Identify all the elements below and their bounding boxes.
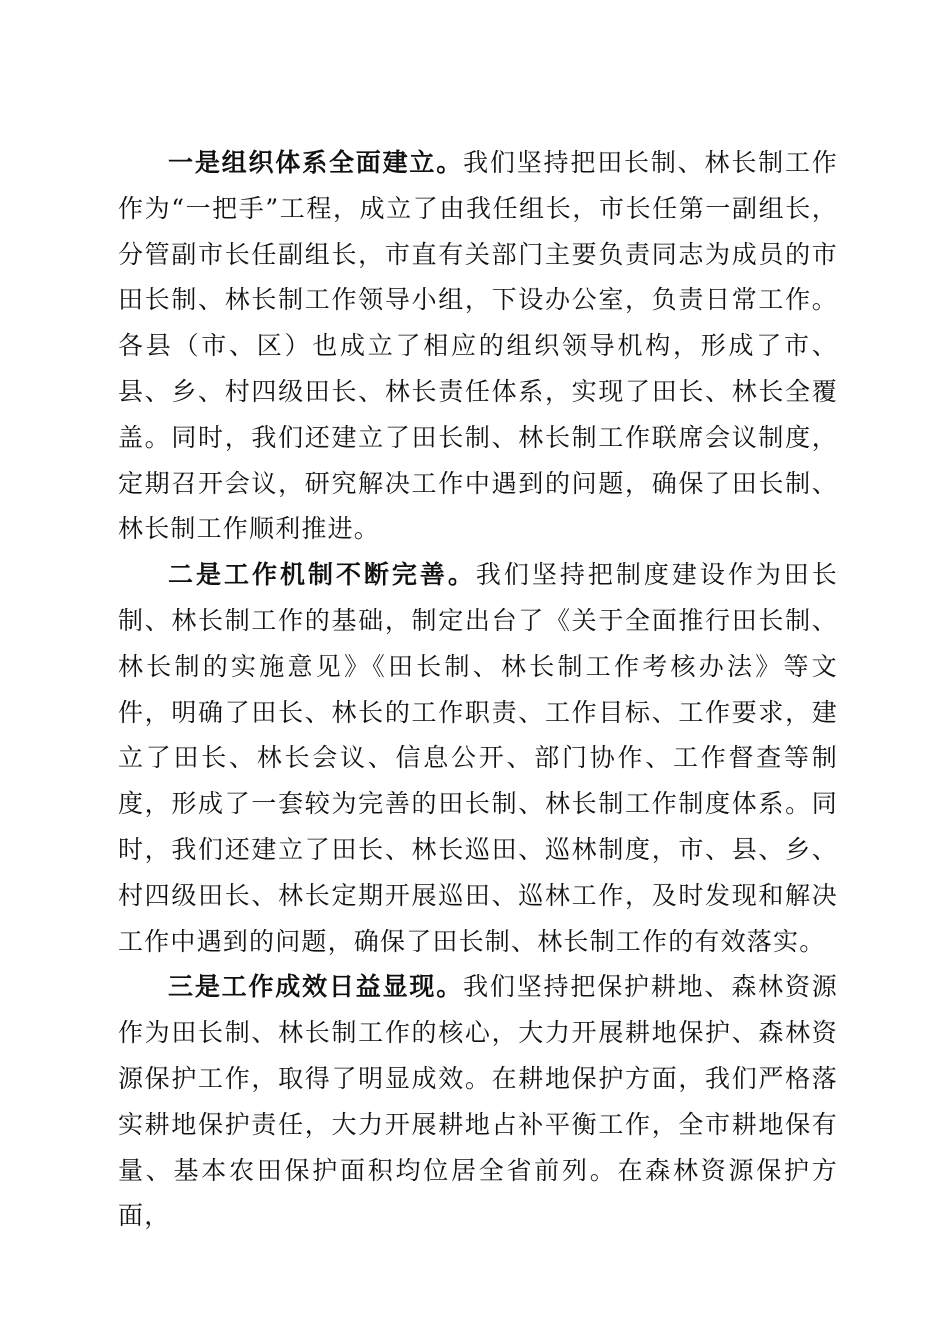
paragraph-organization-system [118,140,838,552]
paragraph-work-results [118,964,838,1239]
document-body [118,140,838,1239]
paragraph-lead-heading: 二是工作机制不断完善。 [168,560,476,590]
paragraph-work-mechanism [118,552,838,964]
paragraph-lead-heading: 三是工作成效日益显现。 [168,972,464,1002]
paragraph-body-text: 我们坚持把田长制、林长制工作作为“一把手”工程，成立了由我任组长，市长任第一副组长，分管副市长任副组长，市直有关部门主要负责同志为成员的市田长制、林长制工作领导小组，下设办公室，负责日常工作。各县（市、区）也成立了相应的组织领导机构，形成了市、县、乡、村四级田长、林长责任体系，实现了田长、林长全覆盖。同时，我们还建立了田长制、林长制工作联席会议制度，定期召开会议，研究解决工作中遇到的问题，确保了田长制、林长制工作顺利推进。 [118,148,838,544]
paragraph-lead-heading: 一是组织体系全面建立。 [168,148,464,177]
paragraph-body-text: 我们坚持把保护耕地、森林资源作为田长制、林长制工作的核心，大力开展耕地保护、森林资源保护工作，取得了明显成效。在耕地保护方面，我们严格落实耕地保护责任，大力开展耕地占补平衡工作，全市耕地保有量、基本农田保护面积均位居全省前列。在森林资源保护方面， [118,972,838,1231]
paragraph-body-text: 我们坚持把制度建设作为田长制、林长制工作的基础，制定出台了《关于全面推行田长制、林长制的实施意见》《田长制、林长制工作考核办法》等文件，明确了田长、林长的工作职责、工作目标、工作要求，建立了田长、林长会议、信息公开、部门协作、工作督查等制度，形成了一套较为完善的田长制、林长制工作制度体系。同时，我们还建立了田长、林长巡田、巡林制度，市、县、乡、村四级田长、林长定期开展巡田、巡林工作，及时发现和解决工作中遇到的问题，确保了田长制、林长制工作的有效落实。 [118,560,838,956]
